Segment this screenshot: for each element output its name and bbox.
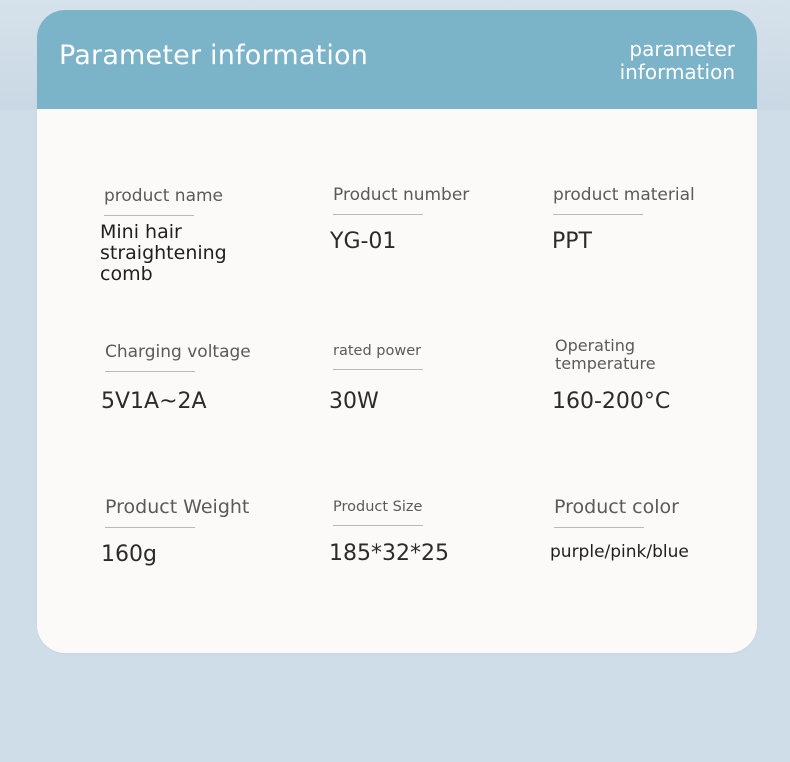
param-value: 30W [329,389,379,414]
param-divider [333,525,423,526]
param-label: product name [104,186,223,206]
param-rated-power [329,343,423,414]
param-label: Product Weight [105,496,250,518]
param-value: 160-200°C [552,389,671,414]
param-product-size [329,499,449,566]
param-product-number [330,185,470,254]
param-operating-temperature [552,336,685,414]
param-product-material [552,185,695,254]
parameter-card [37,10,757,653]
param-label: Operating temperature [555,336,656,373]
param-product-color [550,496,689,562]
param-divider [105,371,195,372]
param-value: purple/pink/blue [550,542,689,562]
param-charging-voltage [101,342,251,414]
param-label: Charging voltage [105,342,251,362]
param-label: Product color [554,496,679,518]
param-divider [553,214,643,215]
param-value: PPT [552,229,592,254]
param-divider [104,215,194,216]
param-product-name [100,186,227,285]
param-label: product material [553,185,695,205]
param-divider [105,527,195,528]
param-value: YG-01 [330,229,397,254]
param-value: 160g [101,542,157,567]
param-label: Product Size [333,499,423,515]
card-header [37,10,757,109]
param-product-weight [101,496,250,567]
param-value: 185*32*25 [329,541,449,566]
header-title: Parameter information [59,40,369,71]
param-value: 5V1A~2A [101,389,207,414]
header-subtitle: parameter information [619,37,735,84]
param-label: Product number [333,185,470,205]
param-value: Mini hair straightening comb [100,221,227,285]
param-divider [333,369,423,370]
param-divider [333,214,423,215]
param-label: rated power [333,343,422,359]
param-divider [554,527,644,528]
